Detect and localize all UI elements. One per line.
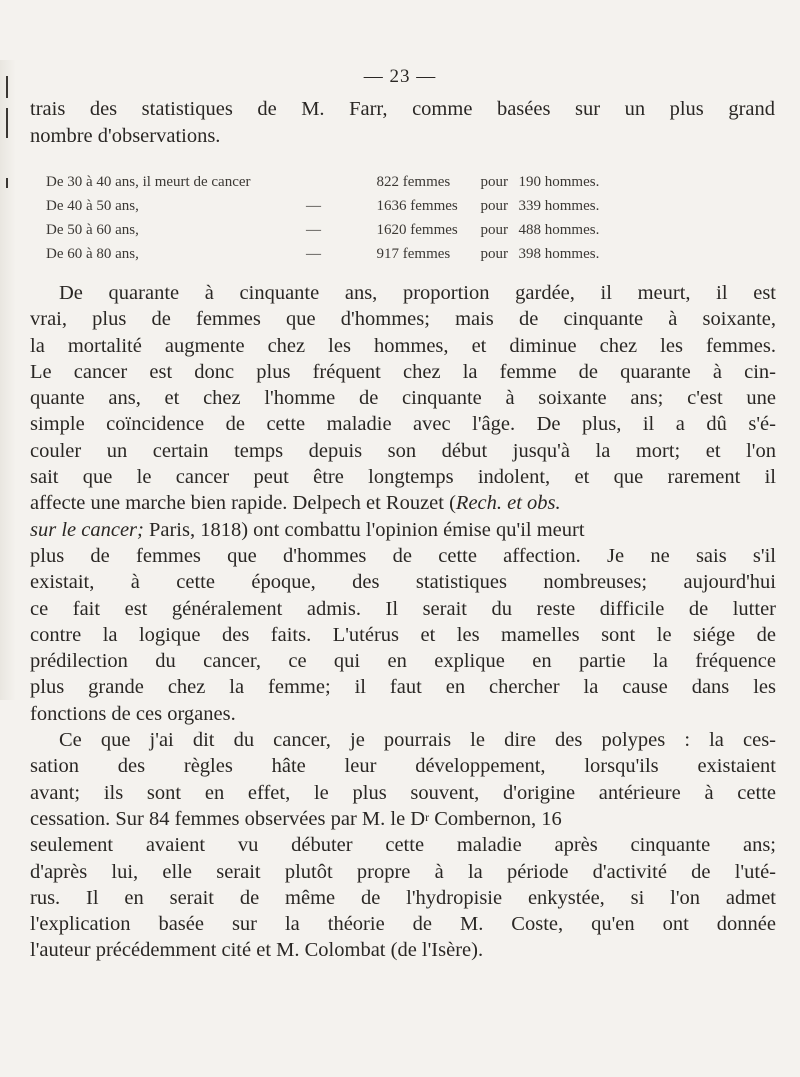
text-line: Le cancer est donc plus fréquent chez la femme de quarante à cin-	[30, 360, 776, 383]
men-count-cell: 190 hommes.	[518, 173, 600, 190]
ditto-cell	[251, 170, 377, 194]
table-row	[46, 194, 659, 218]
text-line: sation des règles hâte leur développement, lorsqu'ils existaient	[30, 755, 776, 778]
text-line: fonctions de ces organes.	[30, 702, 236, 725]
table-row	[46, 170, 659, 194]
text-line: ce fait est généralement admis. Il serait du reste difficile de lutter	[30, 597, 776, 620]
age-range-cell: De 60 à 80 ans,	[46, 245, 139, 262]
women-count-cell: 822 femmes	[376, 173, 451, 190]
text-line	[30, 490, 776, 516]
body-text	[30, 280, 776, 964]
ditto-cell: —	[306, 197, 321, 214]
text-line: De quarante à cinquante ans, proportion gardée, il meurt, il est	[59, 282, 776, 304]
text-line: quante ans, et chez l'homme de cinquante à soixante ans; c'est une	[30, 387, 776, 410]
text-line: d'après lui, elle serait plutôt propre à la période d'activité de l'uté-	[30, 860, 776, 883]
age-range-cell: De 50 à 60 ans,	[46, 221, 139, 238]
text-line: plus grande chez la femme; il faut en chercher la cause dans les	[30, 676, 776, 699]
pour-cell: pour	[480, 221, 508, 238]
text-line: rus. Il en serait de même de l'hydropisie enkystée, si l'on admet	[30, 886, 776, 909]
text-line: existait, à cette époque, des statistiques nombreuses; aujourd'hui	[30, 571, 776, 594]
men-count-cell: 398 hommes.	[518, 245, 600, 262]
text-line	[30, 517, 776, 543]
text-line: la mortalité augmente chez les hommes, et diminue chez les femmes.	[30, 334, 776, 357]
page-number: — 23 —	[363, 66, 437, 87]
men-count-cell: 339 hommes.	[518, 197, 600, 214]
text-line: l'explication basée sur la théorie de M. Coste, qu'en ont donnée	[30, 913, 776, 936]
binding-edge	[0, 60, 16, 700]
superscript: r	[425, 809, 430, 824]
text-line: vrai, plus de femmes que d'hommes; mais de cinquante à soixante,	[30, 308, 776, 331]
mortality-statistics-table	[46, 170, 659, 266]
text-run: Paris, 1818) ont combattu l'opinion émise qu'il meurt	[143, 518, 585, 541]
age-range-cell: De 40 à 50 ans,	[46, 197, 139, 214]
text-line	[30, 806, 776, 832]
text-line: couler un certain temps depuis son début jusqu'à la mort; et l'on	[30, 439, 776, 462]
text-line: seulement avaient vu débuter cette maladie après cinquante ans;	[30, 834, 776, 857]
text-run: cessation. Sur 84 femmes observées par M. le D	[30, 807, 426, 830]
text-line: l'auteur précédemment cité et M. Colombat (de l'Isère).	[30, 939, 484, 962]
pour-cell: pour	[480, 173, 508, 190]
text-line: avant; ils sont en effet, le plus souvent, d'origine antérieure à cette	[30, 781, 776, 804]
ditto-cell: —	[306, 221, 321, 238]
table-row	[46, 218, 659, 242]
text-line: Ce que j'ai dit du cancer, je pourrais le dire des polypes : la ces-	[59, 729, 776, 752]
women-count-cell: 1620 femmes	[376, 221, 458, 238]
text-line: sait que le cancer peut être longtemps indolent, et que rarement il	[30, 466, 776, 489]
pour-cell: pour	[480, 197, 508, 214]
ditto-cell: —	[306, 245, 321, 262]
text-line: trais des statistiques de M. Farr, comme basées sur un plus grand	[30, 98, 775, 120]
intro-paragraph	[30, 96, 775, 150]
text-line: plus de femmes que d'hommes de cette affection. Je ne sais s'il	[30, 544, 776, 567]
table-row	[46, 242, 659, 266]
women-count-cell: 1636 femmes	[376, 197, 458, 214]
text-line: nombre d'observations.	[30, 125, 221, 147]
text-run: affecte une marche bien rapide. Delpech et Rouzet (	[30, 492, 456, 515]
women-count-cell: 917 femmes	[376, 245, 451, 262]
binding-mark	[6, 108, 8, 138]
binding-mark	[6, 178, 8, 188]
text-line: contre la logique des faits. L'utérus et les mamelles sont le siége de	[30, 623, 776, 646]
text-line: simple coïncidence de cette maladie avec l'âge. De plus, il a dû s'é-	[30, 413, 776, 436]
italic-citation: sur le cancer;	[30, 518, 144, 541]
italic-citation: Rech. et obs.	[455, 492, 561, 515]
men-count-cell: 488 hommes.	[518, 221, 600, 238]
text-run: Combernon, 16	[429, 807, 562, 830]
text-line: prédilection du cancer, ce qui en explique en partie la fréquence	[30, 650, 776, 673]
pour-cell: pour	[480, 245, 508, 262]
age-range-cell: De 30 à 40 ans, il meurt de cancer	[46, 173, 251, 190]
